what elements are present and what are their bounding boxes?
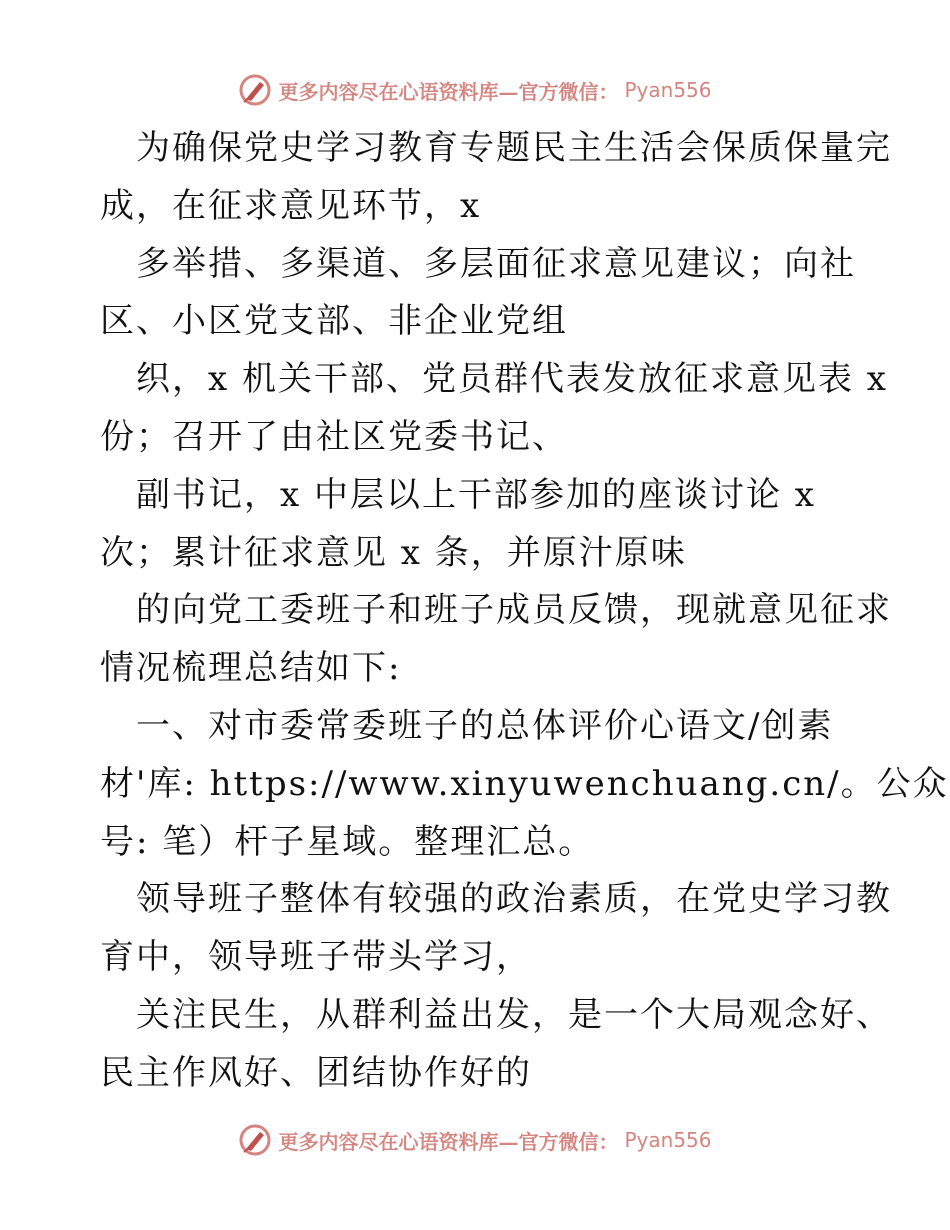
body-line: 次；累计征求意见 x 条，并原汁原味 bbox=[100, 532, 687, 573]
body-line: 多举措、多渠道、多层面征求意见建议；向社 bbox=[136, 243, 856, 284]
body-line: 成，在征求意见环节，x bbox=[100, 185, 482, 226]
footer-watermark-banner bbox=[0, 1120, 950, 1160]
header-wechat-handle: Pyan556 bbox=[624, 78, 712, 102]
footer-promo-text: 更多内容尽在心语资料库—官方微信： bbox=[278, 1129, 619, 1154]
body-line: 副书记，x 中层以上干部参加的座谈讨论 x bbox=[136, 474, 816, 515]
body-line: 为确保党史学习教育专题民主生活会保质保量完 bbox=[136, 128, 892, 168]
header-watermark-banner bbox=[0, 70, 950, 110]
section-heading-line: 一、对市委常委班子的总体评价心语文/创素 bbox=[136, 705, 834, 746]
body-line: 民主作风好、团结协作好的 bbox=[100, 1052, 532, 1093]
body-line: 情况梳理总结如下: bbox=[100, 648, 402, 689]
quill-pen-logo-icon bbox=[238, 73, 272, 107]
body-line: 的向党工委班子和班子成员反馈，现就意见征求 bbox=[136, 590, 892, 631]
body-line: 织，x 机关干部、党员群代表发放征求意见表 x bbox=[136, 359, 888, 400]
document-body bbox=[100, 120, 949, 1103]
body-line-url: 材'库: https://www.xinyuwenchuang.cn/。公众 bbox=[100, 763, 949, 804]
body-line: 区、小区党支部、非企业党组 bbox=[100, 301, 568, 342]
quill-pen-logo-icon bbox=[238, 1123, 272, 1157]
body-line: 份；召开了由社区党委书记、 bbox=[100, 416, 568, 457]
header-promo-text: 更多内容尽在心语资料库—官方微信： bbox=[278, 79, 619, 104]
footer-wechat-handle: Pyan556 bbox=[624, 1128, 712, 1152]
body-line: 关注民生，从群利益出发，是一个大局观念好、 bbox=[136, 994, 892, 1035]
body-line: 领导班子整体有较强的政治素质，在党史学习教 bbox=[136, 879, 892, 920]
body-line: 育中，领导班子带头学习， bbox=[100, 937, 532, 978]
body-line: 号: 笔）杆子星域。整理汇总。 bbox=[100, 821, 595, 862]
